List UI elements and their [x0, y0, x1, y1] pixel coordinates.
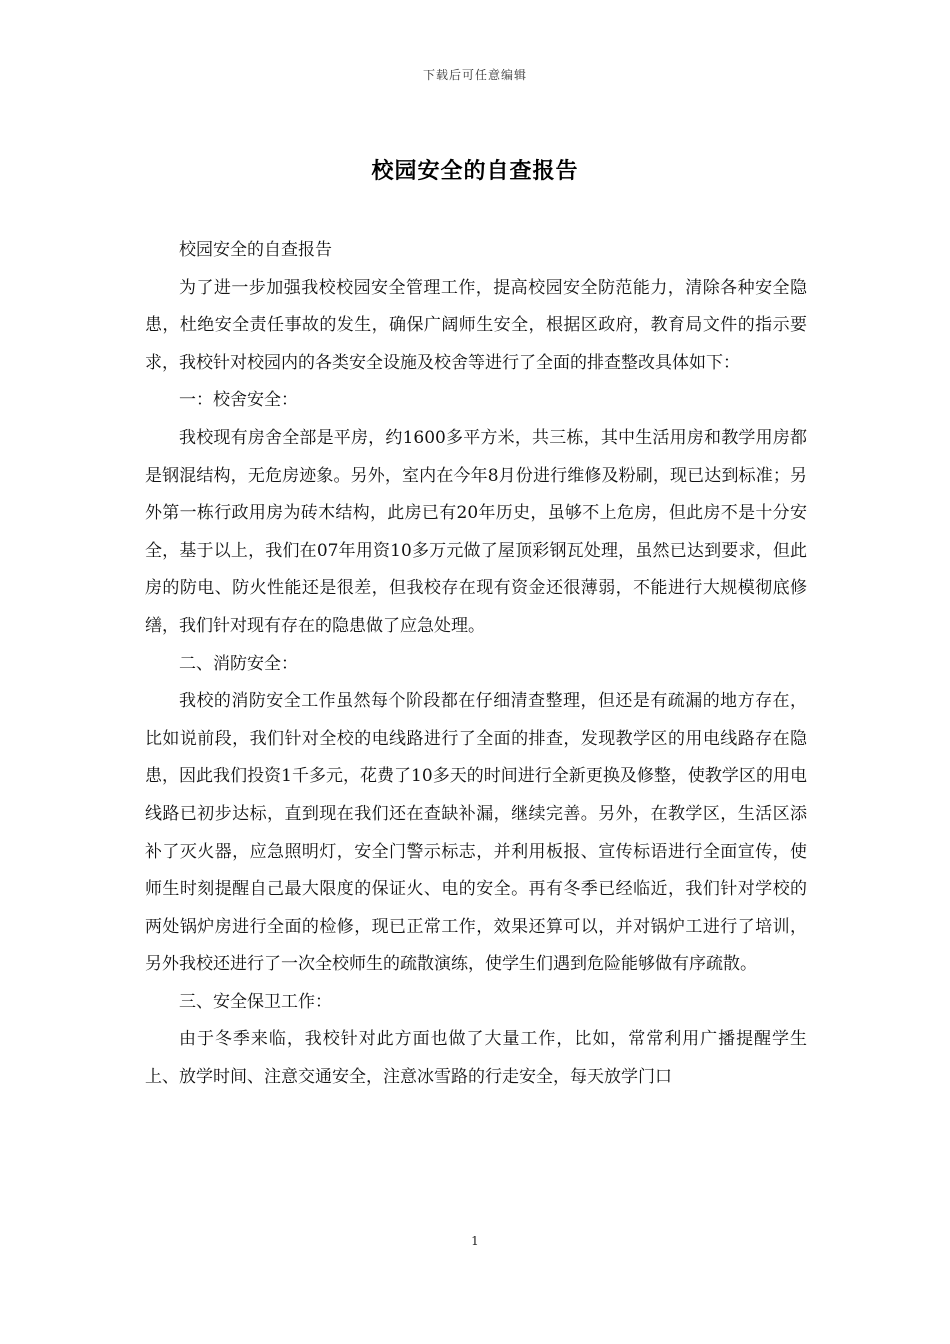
- paragraph-subtitle: 校园安全的自查报告: [179, 240, 332, 260]
- paragraph-security: 由于冬季来临，我校针对此方面也做了大量工作，比如，常常利用广播提醒学生上、放学时间、注意交通安全，注意冰雪路的行走安全，每天放学门口: [145, 1029, 807, 1088]
- paragraph-dormitory: 我校现有房舍全部是平房，约1600多平方米，共三栋，其中生活用房和教学用房都是钢混结构，无危房迹象。另外，室内在今年8月份进行维修及粉刷，现已达到标准；另外第一栋行政用房为砖木结构，此房已有20年历史，虽够不上危房，但此房不是十分安全，基于以上，我们在07年用资10多万元做了屋顶彩钢瓦处理，虽然已达到要求，但此房的防电、防火性能还是很差，但我校存在现有资金还很薄弱，不能进行大规模彻底修缮，我们针对现有存在的隐患做了应急处理。: [145, 427, 807, 636]
- section-heading-fire: 二、消防安全：: [179, 653, 298, 674]
- paragraph-intro: 为了进一步加强我校校园安全管理工作，提高校园安全防范能力，清除各种安全隐患，杜绝安全责任事故的发生，确保广阔师生安全，根据区政府，教育局文件的指示要求，我校针对校园内的各类安全设施及校舍等进行了全面的排查整改具体如下：: [145, 277, 807, 373]
- page-number: 1: [471, 1234, 479, 1248]
- section-heading-security: 三、安全保卫工作：: [179, 991, 332, 1012]
- header-note: 下载后可任意编辑: [422, 68, 527, 82]
- document-title: 校园安全的自查报告: [371, 159, 579, 184]
- section-heading-dormitory: 一：校舍安全：: [179, 390, 298, 411]
- document-body: [145, 232, 807, 1097]
- paragraph-fire: 我校的消防安全工作虽然每个阶段都在仔细清查整理，但还是有疏漏的地方存在，比如说前段，我们针对全校的电线路进行了全面的排查，发现教学区的用电线路存在隐患，因此我们投资1千多元，花费了10多天的时间进行全新更换及修整，使教学区的用电线路已初步达标，直到现在我们还在查缺补漏，继续完善。另外，在教学区，生活区添补了灭火器，应急照明灯，安全门警示标志，并利用板报、宣传标语进行全面宣传，使师生时刻提醒自己最大限度的保证火、电的安全。再有冬季已经临近，我们针对学校的两处锅炉房进行全面的检修，现已正常工作，效果还算可以，并对锅炉工进行了培训，另外我校还进行了一次全校师生的疏散演练，使学生们遇到危险能够做有序疏散。: [145, 691, 807, 975]
